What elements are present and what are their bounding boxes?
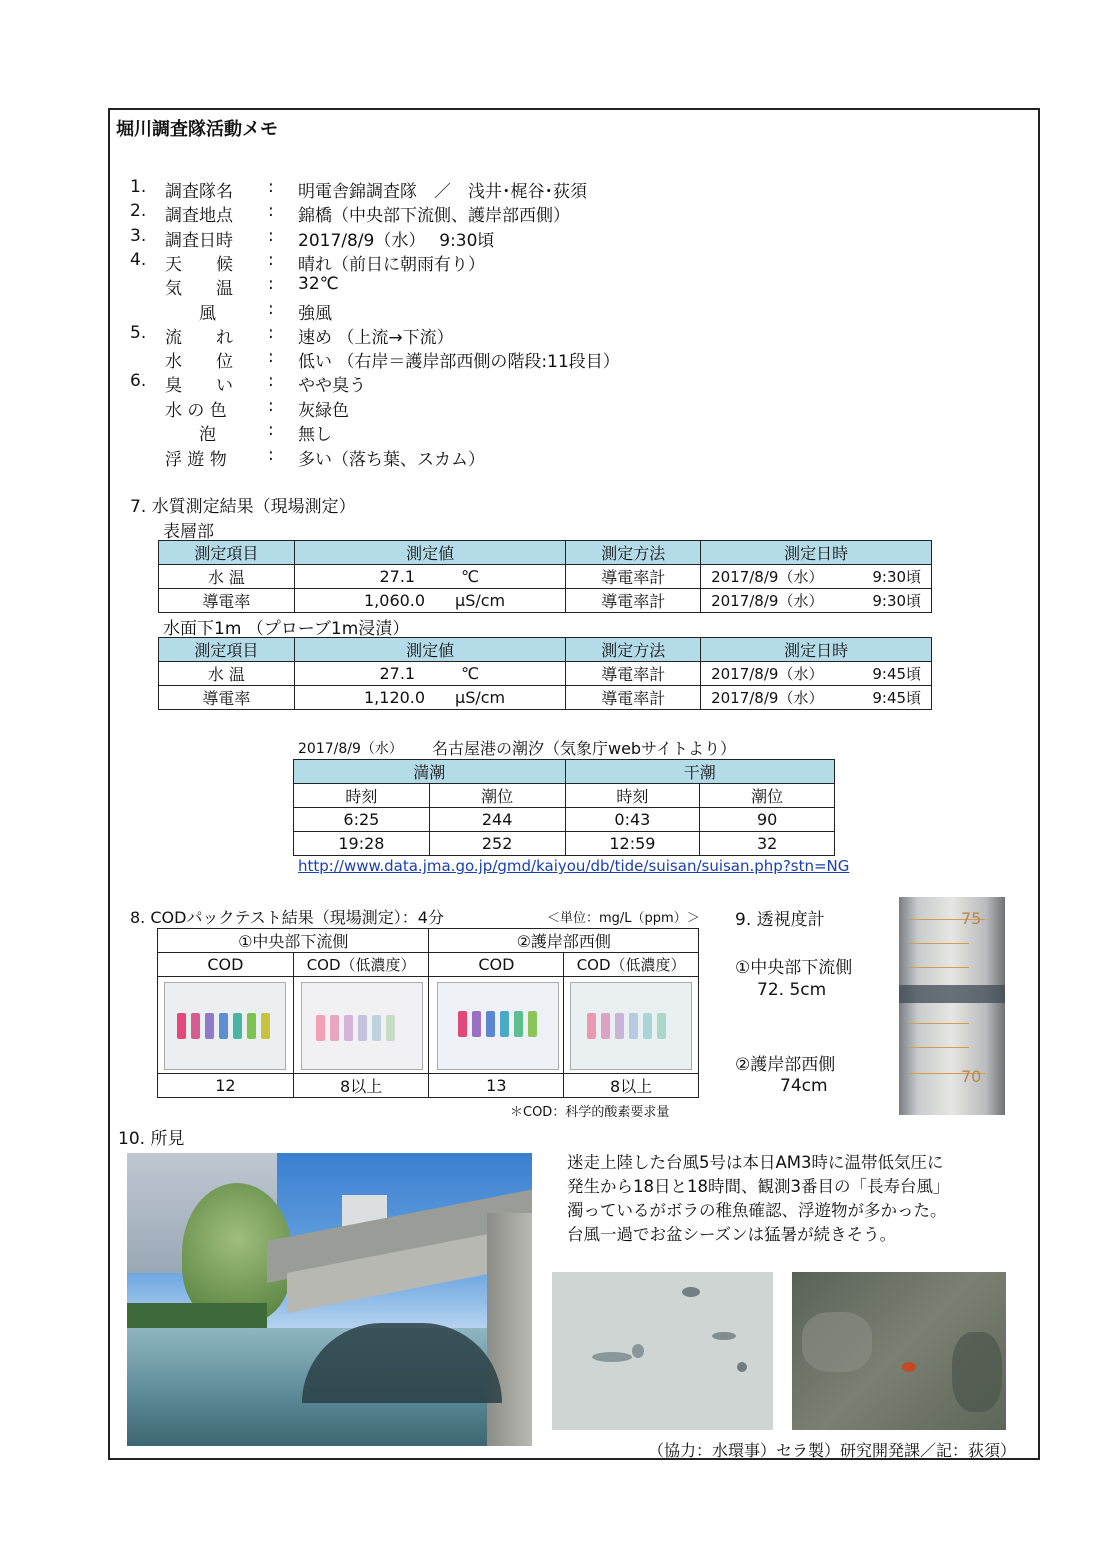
findings-line: 迷走上陸した台風5号は本日AM3時に温帯低気圧に (567, 1153, 944, 1172)
transparency-site1: ①中央部下流側 (735, 958, 853, 978)
info-label: 浮 遊 物 (165, 450, 227, 470)
cell-high-time: 19:28 (294, 832, 430, 856)
cod-low-col-header: COD（低濃度） (293, 953, 429, 977)
cell-high-time: 6:25 (294, 808, 430, 832)
table-row (159, 589, 932, 613)
info-label: 風 (165, 304, 216, 324)
cell-high-level: 244 (429, 808, 565, 832)
cell-item: 水 温 (159, 662, 295, 686)
findings-line: 台風一過でお盆シーズンは猛暑が続きそう。 (567, 1225, 897, 1244)
info-label: 流 れ (165, 328, 233, 348)
transparency-tube-photo (899, 897, 1005, 1115)
header-method: 測定方法 (566, 638, 701, 662)
info-label: 調査隊名 (165, 182, 233, 202)
info-colon: : (268, 371, 274, 391)
info-colon: : (268, 299, 274, 319)
tube-mark-75: 75 (961, 909, 982, 928)
info-colon: : (268, 323, 274, 343)
tide-table (293, 759, 835, 856)
info-label: 調査日時 (165, 231, 233, 251)
tide-title: 名古屋港の潮汐（気象庁webサイトより） (432, 739, 736, 758)
depth-table (158, 637, 932, 710)
table-row (159, 686, 932, 710)
info-value: 多い（落ち葉、スカム） (298, 450, 485, 470)
cod-result: 8以上 (293, 1074, 429, 1098)
high-tide-header: 満潮 (294, 760, 566, 784)
cell-low-time: 12:59 (565, 832, 700, 856)
credit-line: （協力：水環事）セラ製）研究開発課／記：荻須） (648, 1441, 1017, 1460)
tube-mark-70: 70 (961, 1067, 982, 1086)
header-datetime: 測定日時 (701, 541, 932, 565)
cell-value: 27.1 ℃ (294, 565, 566, 589)
info-colon: : (268, 226, 274, 246)
time-header: 時刻 (565, 784, 700, 808)
low-tide-header: 干潮 (565, 760, 835, 784)
header-value: 測定値 (294, 541, 566, 565)
findings-heading: 10. 所見 (118, 1129, 185, 1149)
info-colon: : (268, 274, 274, 294)
info-number: 2. (130, 201, 147, 221)
header-item: 測定項目 (159, 638, 295, 662)
level-header: 潮位 (700, 784, 835, 808)
cod-col-header: COD (429, 953, 564, 977)
transparency-value1: 72. 5cm (757, 980, 827, 1000)
cod-col-header: COD (158, 953, 294, 977)
cell-datetime: 2017/8/9（水） 9:30頃 (701, 565, 932, 589)
time-header: 時刻 (294, 784, 430, 808)
info-number: 6. (130, 371, 147, 391)
header-method: 測定方法 (566, 541, 701, 565)
cell-datetime: 2017/8/9（水） 9:30頃 (701, 589, 932, 613)
header-value: 測定値 (294, 638, 566, 662)
surface-label: 表層部 (163, 522, 214, 542)
cell-item: 導電率 (159, 589, 295, 613)
info-colon: : (268, 420, 274, 440)
info-colon: : (268, 177, 274, 197)
cell-method: 導電率計 (566, 686, 701, 710)
cod-packtest-photo (164, 982, 286, 1070)
info-value: 明電舎錦調査隊 ／ 浅井･梶谷･荻須 (298, 182, 587, 202)
info-value: 灰緑色 (298, 401, 349, 421)
info-label: 水 の 色 (165, 401, 227, 421)
findings-line: 発生から18日と18時間、観測3番目の「長寿台風」 (567, 1177, 950, 1196)
table-row (158, 1074, 699, 1098)
debris-water-photo (792, 1272, 1006, 1430)
info-colon: : (268, 396, 274, 416)
surface-table (158, 540, 932, 613)
table-row (294, 808, 835, 832)
cell-value: 1,060.0 μS/cm (294, 589, 566, 613)
cod-footnote: ＊COD：科学的酸素要求量 (510, 1105, 670, 1120)
cod-heading: 8. CODパックテスト結果（現場測定）：4分 (130, 908, 444, 927)
level-header: 潮位 (429, 784, 565, 808)
transparency-heading: 9. 透視度計 (735, 910, 825, 930)
info-label: 臭 い (165, 376, 233, 396)
info-value: やや臭う (298, 376, 366, 396)
cell-low-level: 32 (700, 832, 835, 856)
cell-method: 導電率計 (566, 589, 701, 613)
info-label: 水 位 (165, 352, 233, 372)
table-row (159, 662, 932, 686)
header-datetime: 測定日時 (701, 638, 932, 662)
transparency-site2: ②護岸部西側 (735, 1055, 836, 1075)
cell-datetime: 2017/8/9（水） 9:45頃 (701, 662, 932, 686)
table-row (294, 832, 835, 856)
info-colon: : (268, 201, 274, 221)
info-value: 低い （右岸＝護岸部西側の階段:11段目） (298, 352, 620, 372)
info-value: 32℃ (298, 274, 339, 294)
water-surface-photo (552, 1272, 773, 1430)
info-colon: : (268, 250, 274, 270)
info-value: 2017/8/9（水） 9:30頃 (298, 231, 495, 251)
cell-item: 水 温 (159, 565, 295, 589)
info-label: 気 温 (165, 279, 233, 299)
cod-result: 8以上 (564, 1074, 699, 1098)
info-label: 泡 (165, 425, 216, 445)
info-value: 無し (298, 425, 332, 445)
info-label: 調査地点 (165, 206, 233, 226)
cell-value: 27.1 ℃ (294, 662, 566, 686)
cod-low-packtest-photo (301, 982, 423, 1070)
cod-low-packtest-photo (570, 982, 692, 1070)
info-label: 天 候 (165, 255, 233, 275)
cod-packtest-photo (437, 982, 559, 1070)
info-value: 速め （上流→下流） (298, 328, 454, 348)
cod-site1-header: ①中央部下流側 (158, 929, 429, 953)
info-number: 3. (130, 226, 147, 246)
cell-method: 導電率計 (566, 565, 701, 589)
cell-value: 1,120.0 μS/cm (294, 686, 566, 710)
cell-low-level: 90 (700, 808, 835, 832)
table-row (159, 565, 932, 589)
findings-line: 濁っているがボラの稚魚確認、浮遊物が多かった。 (567, 1201, 947, 1220)
bridge-photo (127, 1153, 532, 1446)
cod-site2-header: ②護岸部西側 (429, 929, 699, 953)
info-number: 5. (130, 323, 147, 343)
depth-label: 水面下1m （プローブ1m浸漬） (163, 619, 410, 639)
cod-unit-note: ＜単位：mg/L（ppm）＞ (547, 911, 700, 926)
transparency-value2: 74cm (780, 1076, 828, 1096)
info-number: 1. (130, 177, 147, 197)
cod-result: 12 (158, 1074, 294, 1098)
info-colon: : (268, 445, 274, 465)
info-value: 錦橋（中央部下流側、護岸部西側） (298, 206, 570, 226)
header-item: 測定項目 (159, 541, 295, 565)
water-quality-heading: 7. 水質測定結果（現場測定） (130, 497, 356, 517)
info-number: 4. (130, 250, 147, 270)
cod-low-col-header: COD（低濃度） (564, 953, 699, 977)
info-value: 晴れ（前日に朝雨有り） (298, 255, 485, 275)
cell-datetime: 2017/8/9（水） 9:45頃 (701, 686, 932, 710)
jma-tide-link[interactable]: http://www.data.jma.go.jp/gmd/kaiyou/db/tide/suisan/suisan.php?stn=NG (298, 857, 850, 875)
cod-result: 13 (429, 1074, 564, 1098)
cell-high-level: 252 (429, 832, 565, 856)
cell-low-time: 0:43 (565, 808, 700, 832)
cell-method: 導電率計 (566, 662, 701, 686)
page-title: 堀川調査隊活動メモ (116, 119, 278, 140)
info-value: 強風 (298, 304, 332, 324)
info-colon: : (268, 347, 274, 367)
tide-date: 2017/8/9（水） (298, 741, 403, 757)
cell-item: 導電率 (159, 686, 295, 710)
